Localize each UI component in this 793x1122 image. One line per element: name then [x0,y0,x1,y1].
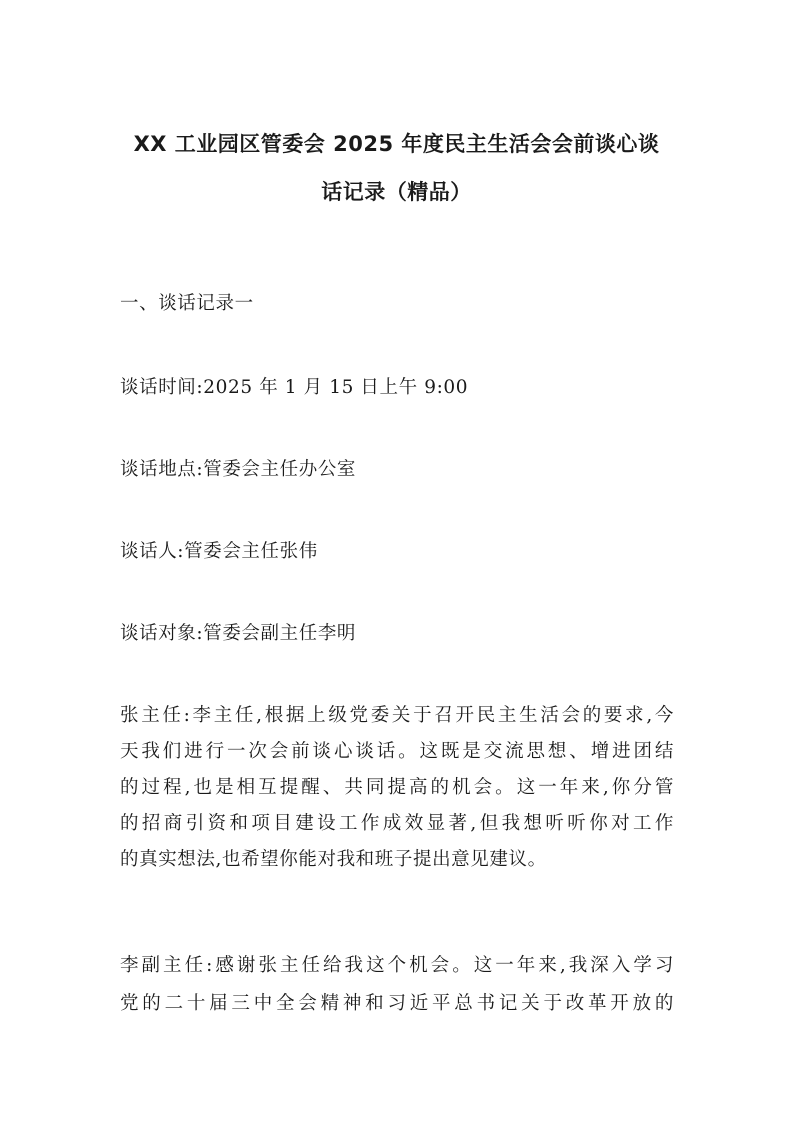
paragraph-1-line: 的招商引资和项目建设工作成效显著,但我想听听你对工作 [120,813,674,834]
paragraph-2-line: 党的二十届三中全会精神和习近平总书记关于改革开放的 [120,993,674,1014]
paragraph-2-line: 李副主任:感谢张主任给我这个机会。这一年来,我深入学习 [120,955,674,976]
document-title-line-1: XX 工业园区管委会 2025 年度民主生活会会前谈心谈 [133,132,660,156]
interviewee: 谈话对象:管委会副主任李明 [120,623,357,644]
paragraph-1-line: 天我们进行一次会前谈心谈话。这既是交流思想、增进团结 [120,741,674,762]
document-title-line-2: 话记录（精品） [321,180,472,204]
paragraph-1-line: 张主任:李主任,根据上级党委关于召开民主生活会的要求,今 [120,705,674,726]
interview-place: 谈话地点:管委会主任办公室 [120,459,357,480]
interview-time: 谈话时间:2025 年 1 月 15 日上午 9:00 [120,377,469,398]
interviewer: 谈话人:管委会主任张伟 [120,541,318,562]
paragraph-1-line: 的真实想法,也希望你能对我和班子提出意见建议。 [120,849,547,870]
section-heading: 一、谈话记录一 [120,293,254,314]
paragraph-1-line: 的过程,也是相互提醒、共同提高的机会。这一年来,你分管 [120,777,674,798]
